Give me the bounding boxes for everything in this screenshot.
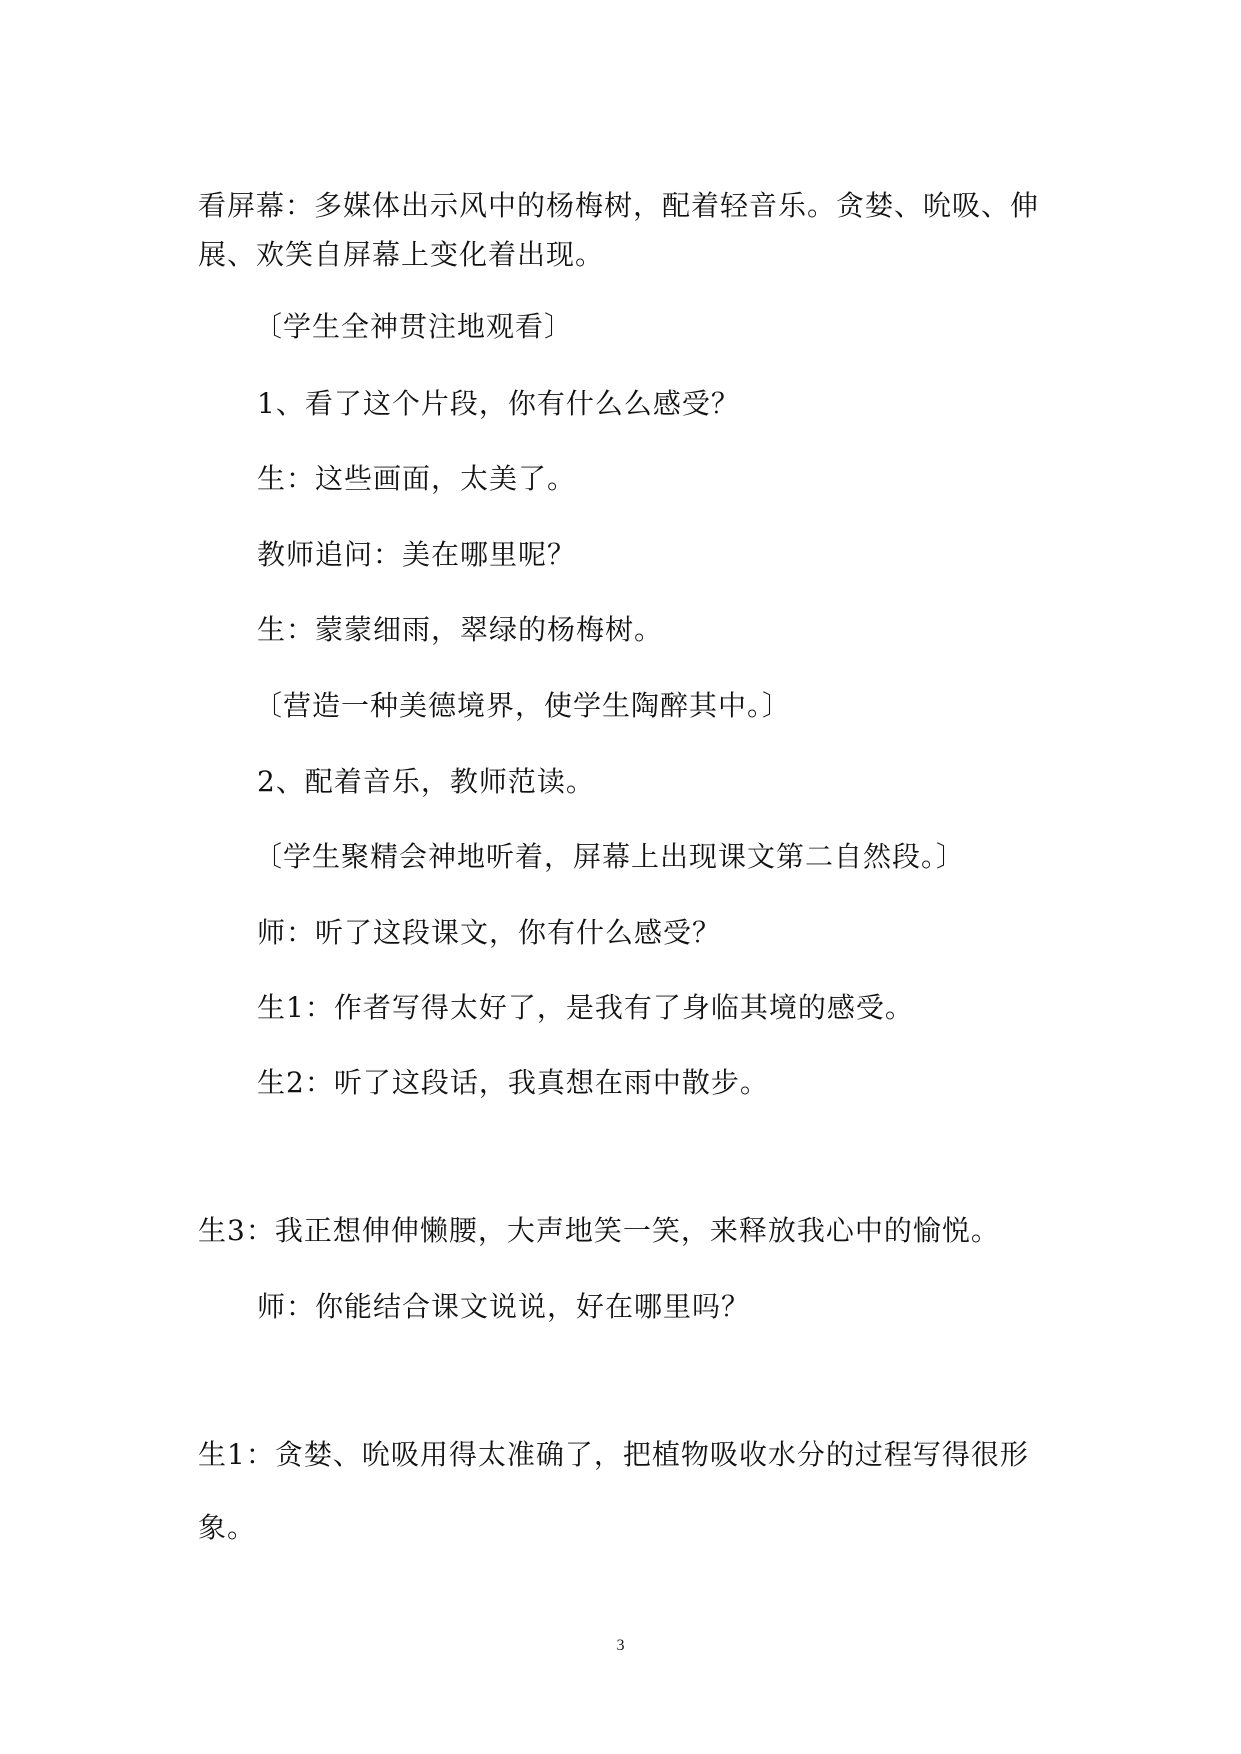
paragraph-line: 师：你能结合课文说说，好在哪里吗？ [257,1290,751,1323]
paragraph-line: 〔营造一种美德境界，使学生陶醉其中。〕 [254,689,792,722]
paragraph-line: 生1：贪婪、吮吸用得太准确了，把植物吸收水分的过程写得很形 [198,1438,1029,1471]
paragraph-line: 生1：作者写得太好了，是我有了身临其境的感受。 [257,991,914,1024]
paragraph-line: 生3：我正想伸伸懒腰，大声地笑一笑，来释放我心中的愉悦。 [198,1214,1000,1247]
page-number: 3 [616,1637,625,1654]
paragraph-line: 〔学生全神贯注地观看〕 [254,310,574,343]
paragraph-line: 生：这些画面，太美了。 [257,462,577,495]
paragraph-line: 象。 [198,1511,257,1544]
paragraph-line: 〔学生聚精会神地听着，屏幕上出现课文第二自然段。〕 [254,840,966,873]
paragraph-line: 2、配着音乐，教师范读。 [257,765,595,798]
paragraph-line: 1、看了这个片段，你有什么么感受？ [257,387,740,420]
paragraph-line: 教师追问：美在哪里呢？ [257,538,577,571]
paragraph-line: 师：听了这段课文，你有什么感受？ [257,916,722,949]
paragraph-line: 展、欢笑自屏幕上变化着出现。 [198,238,605,271]
paragraph-line: 看屏幕：多媒体出示风中的杨梅树，配着轻音乐。贪婪、吮吸、伸 [198,189,1040,222]
paragraph-line: 生2：听了这段话，我真想在雨中散步。 [257,1066,769,1099]
paragraph-line: 生：蒙蒙细雨，翠绿的杨梅树。 [257,613,664,646]
